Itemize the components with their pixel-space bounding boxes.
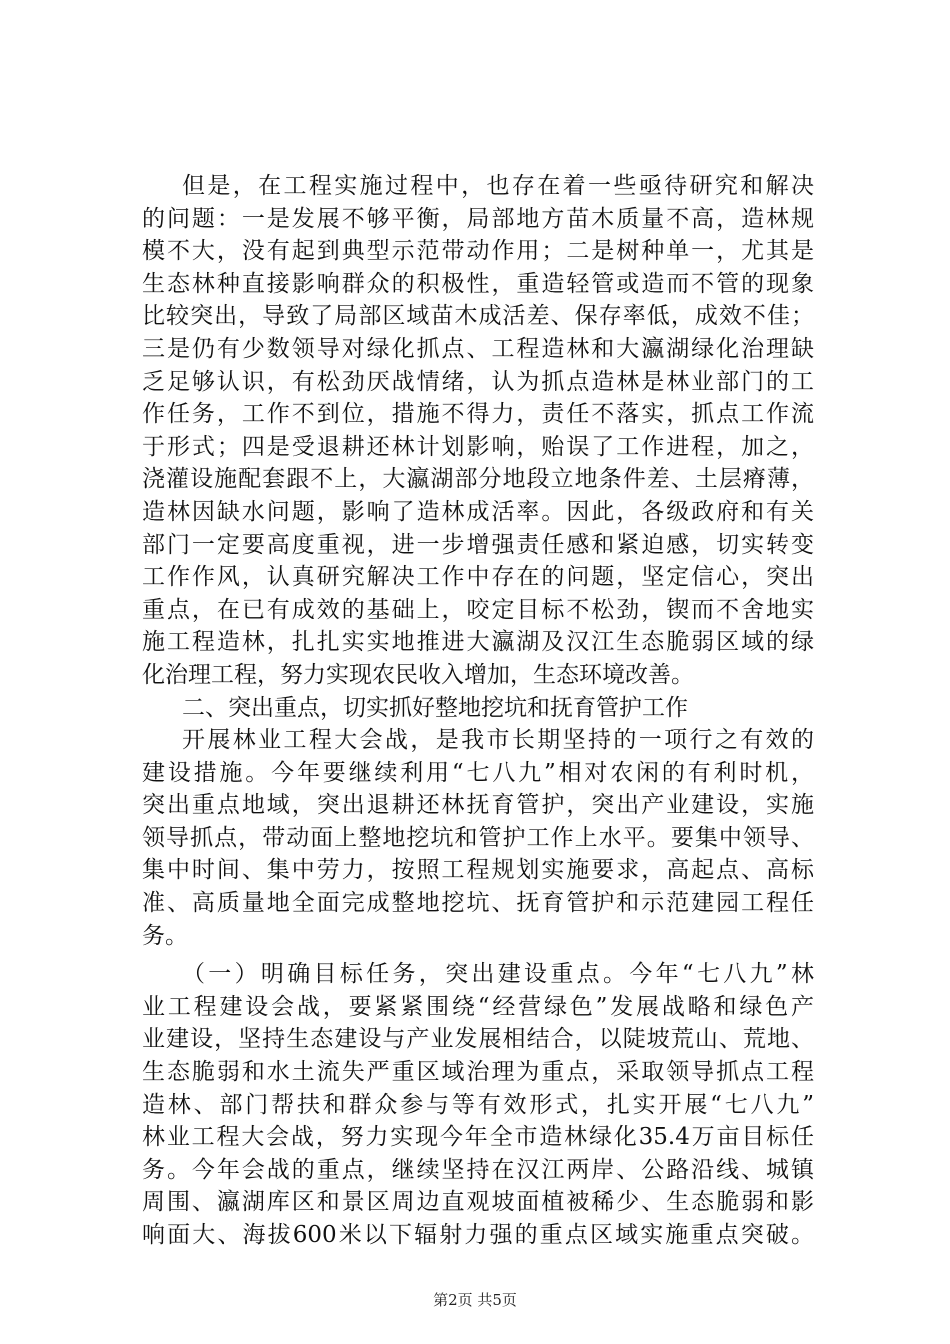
paragraph-1-line-9: 于形式；四是受退耕还林计划影响，贻误了工作进程，加之，: [142, 433, 814, 460]
paragraph-1-line-2: 的问题：一是发展不够平衡，局部地方苗木质量不高，造林规: [142, 205, 814, 232]
paragraph-1-line-16: 化治理工程，努力实现农民收入增加，生态环境改善。: [142, 661, 694, 688]
paragraph-2-line-2: 建设措施。今年要继续利用“七八九”相对农闲的有利时机，: [142, 759, 814, 786]
paragraph-3-line-2: 业工程建设会战，要紧紧围绕“经营绿色”发展战略和绿色产: [142, 993, 814, 1020]
paragraph-1-line-13: 工作作风，认真研究解决工作中存在的问题，坚定信心，突出: [142, 564, 814, 591]
paragraph-3-line-1: （一）明确目标任务，突出建设重点。今年“七八九”林: [182, 961, 814, 988]
paragraph-2-line-4: 领导抓点，带动面上整地挖坑和管护工作上水平。要集中领导、: [142, 824, 814, 851]
paragraph-3-line-5: 造林、部门帮扶和群众参与等有效形式，扎实开展“七八九”: [142, 1091, 814, 1118]
paragraph-2-line-7: 务。: [142, 922, 188, 949]
paragraph-2-line-1: 开展林业工程大会战，是我市长期坚持的一项行之有效的: [182, 727, 814, 754]
paragraph-1-line-11: 造林因缺水问题，影响了造林成活率。因此，各级政府和有关: [142, 498, 814, 525]
page-number-footer: 第2页 共5页: [433, 1291, 517, 1309]
paragraph-1-line-14: 重点，在已有成效的基础上，咬定目标不松劲，锲而不舍地实: [142, 596, 814, 623]
paragraph-3-line-6: 林业工程大会战，努力实现今年全市造林绿化35.4万亩目标任: [142, 1124, 814, 1151]
paragraph-1-line-5: 比较突出，导致了局部区域苗木成活差、保存率低，成效不佳；: [142, 303, 814, 330]
paragraph-1-line-7: 乏足够认识，有松劲厌战情绪，认为抓点造林是林业部门的工: [142, 368, 814, 395]
paragraph-3-line-7: 务。今年会战的重点，继续坚持在汉江两岸、公路沿线、城镇: [142, 1156, 814, 1183]
paragraph-1-line-12: 部门一定要高度重视，进一步增强责任感和紧迫感，切实转变: [142, 531, 814, 558]
paragraph-1-line-15: 施工程造林，扎扎实实地推进大瀛湖及汉江生态脆弱区域的绿: [142, 629, 814, 656]
paragraph-2-line-5: 集中时间、集中劳力，按照工程规划实施要求，高起点、高标: [142, 857, 814, 884]
paragraph-1-line-3: 模不大，没有起到典型示范带动作用；二是树种单一，尤其是: [142, 238, 814, 265]
paragraph-1-line-1: 但是，在工程实施过程中，也存在着一些亟待研究和解决: [182, 173, 814, 199]
paragraph-2-line-3: 突出重点地域，突出退耕还林抚育管护，突出产业建设，实施: [142, 792, 814, 819]
paragraph-3-line-8: 周围、瀛湖库区和景区周边直观坡面植被稀少、生态脆弱和影: [142, 1189, 814, 1216]
section-heading: 二、突出重点，切实抓好整地挖坑和抚育管护工作: [182, 694, 688, 721]
paragraph-3-line-9: 响面大、海拔600米以下辐射力强的重点区域实施重点突破。: [142, 1222, 814, 1248]
paragraph-2-line-6: 准、高质量地全面完成整地挖坑、抚育管护和示范建园工程任: [142, 890, 814, 917]
paragraph-1-line-8: 作任务，工作不到位，措施不得力，责任不落实，抓点工作流: [142, 401, 814, 428]
paragraph-1-line-4: 生态林种直接影响群众的积极性，重造轻管或造而不管的现象: [142, 270, 814, 297]
paragraph-3-line-4: 生态脆弱和水土流失严重区域治理为重点，采取领导抓点工程: [142, 1059, 814, 1086]
paragraph-1-line-10: 浇灌设施配套跟不上，大瀛湖部分地段立地条件差、土层瘠薄，: [142, 466, 814, 493]
document-body: [142, 170, 814, 1252]
paragraph-1-line-6: 三是仍有少数领导对绿化抓点、工程造林和大瀛湖绿化治理缺: [142, 335, 814, 362]
paragraph-3-line-3: 业建设，坚持生态建设与产业发展相结合，以陡坡荒山、荒地、: [142, 1026, 814, 1053]
